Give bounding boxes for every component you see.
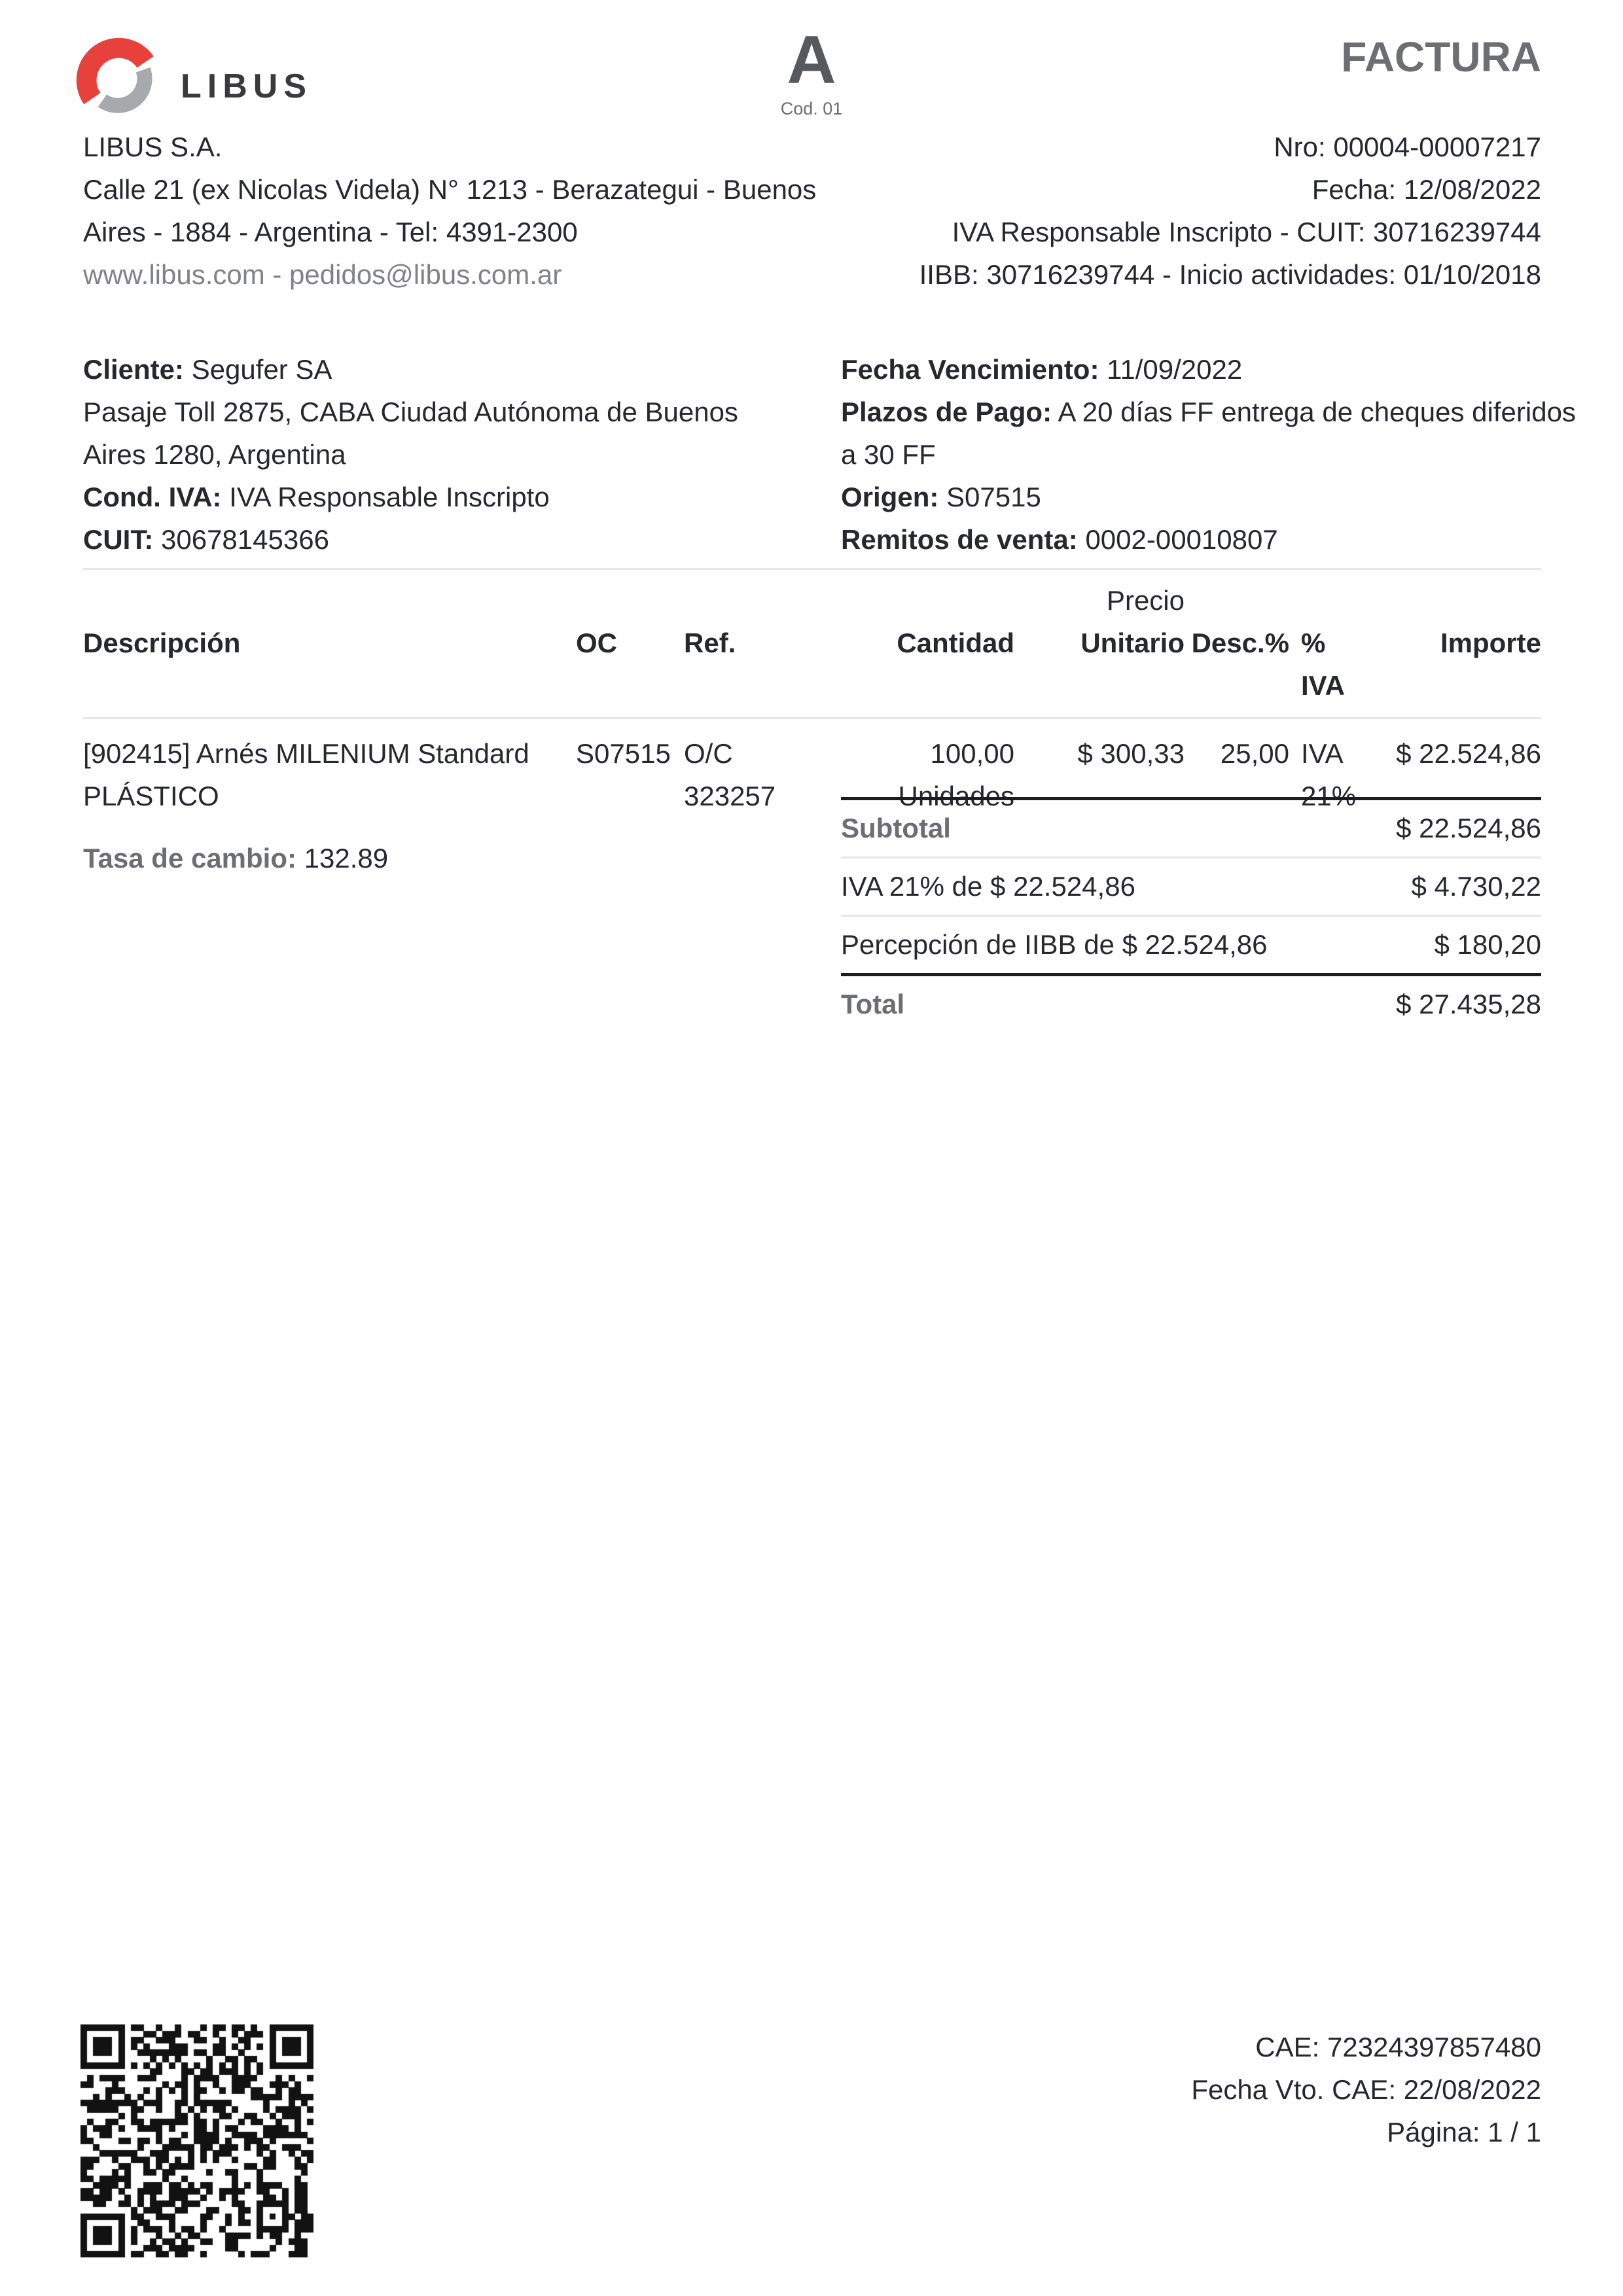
subtotal-row xyxy=(841,800,1541,857)
col-header-unitario: Unitario xyxy=(1080,627,1185,658)
iibb-amount: $ 180,20 xyxy=(1434,929,1541,960)
item-discount: 25,00 xyxy=(1220,738,1289,769)
item-row-line1 xyxy=(83,732,1541,775)
customer-block xyxy=(83,348,738,561)
terms-block xyxy=(841,348,1576,561)
company-address-line2: Aires - 1884 - Argentina - Tel: 4391-2300 xyxy=(83,217,578,247)
col-header-cantidad: Cantidad xyxy=(897,627,1014,658)
item-oc: S07515 xyxy=(576,738,671,769)
page-number: Página: 1 / 1 xyxy=(1387,2117,1541,2147)
customer-cuit-line xyxy=(83,518,738,561)
payment-terms-line1 xyxy=(841,391,1576,433)
libus-logo-icon xyxy=(76,33,160,123)
afip-qr-code xyxy=(80,2024,313,2257)
invoice-letter-code: Cod. 01 xyxy=(780,99,843,119)
customer-iva-value: IVA Responsable Inscripto xyxy=(229,482,550,512)
iva-row xyxy=(841,858,1541,915)
col-header-desc-pct: Desc.% xyxy=(1191,627,1289,658)
item-ref: O/C xyxy=(684,738,733,769)
exchange-rate-line xyxy=(83,843,388,874)
items-table xyxy=(83,568,1541,817)
subtotal-label: Subtotal xyxy=(841,813,951,843)
item-description-cont: PLÁSTICO xyxy=(83,781,219,811)
customer-cuit-value: 30678145366 xyxy=(161,524,329,555)
col-header-oc: OC xyxy=(576,627,617,658)
iva-amount: $ 4.730,22 xyxy=(1411,871,1541,902)
invoice-type-block xyxy=(713,22,910,119)
document-title: FACTURA xyxy=(1341,33,1541,80)
remitos-label: Remitos de venta: xyxy=(841,524,1078,555)
item-amount: $ 22.524,86 xyxy=(1396,738,1541,769)
company-iibb: IIBB: 30716239744 - Inicio actividades: 01/10/2018 xyxy=(919,259,1541,290)
iibb-label: Percepción de IIBB de $ 22.524,86 xyxy=(841,929,1268,960)
company-info xyxy=(83,126,816,296)
invoice-date: Fecha: 12/08/2022 xyxy=(1311,174,1541,205)
company-address-line1: Calle 21 (ex Nicolas Videla) N° 1213 - Berazategui - Buenos xyxy=(83,174,817,205)
company-website: www.libus.com - pedidos@libus.com.ar xyxy=(83,259,562,290)
item-iva-rate: 21% xyxy=(1301,781,1357,811)
item-quantity: 100,00 xyxy=(930,738,1014,769)
item-unit-price: $ 300,33 xyxy=(1077,738,1185,769)
customer-name: Segufer SA xyxy=(191,354,332,385)
company-name: LIBUS S.A. xyxy=(83,132,223,162)
subtotal-amount: $ 22.524,86 xyxy=(1396,813,1541,843)
iibb-row xyxy=(841,917,1541,973)
payment-terms-value1: A 20 días FF entrega de cheques diferidos xyxy=(1058,397,1576,427)
cae-number: CAE: 72324397857480 xyxy=(1255,2032,1541,2062)
remitos-line xyxy=(841,518,1576,561)
item-iva-word: IVA xyxy=(1301,738,1344,769)
item-description: [902415] Arnés MILENIUM Standard xyxy=(83,738,529,769)
due-date-value: 11/09/2022 xyxy=(1107,354,1243,385)
total-label: Total xyxy=(841,989,905,1019)
origin-label: Origen: xyxy=(841,482,939,512)
col-header-precio: Precio xyxy=(1106,585,1185,616)
item-ref-number: 323257 xyxy=(684,781,776,811)
libus-wordmark: LIBUS xyxy=(181,67,312,105)
cae-block xyxy=(1191,2026,1541,2153)
payment-terms-label: Plazos de Pago: xyxy=(841,397,1052,427)
total-row xyxy=(841,976,1541,1033)
origin-line xyxy=(841,476,1576,518)
company-iva-cuit: IVA Responsable Inscripto - CUIT: 30716239744 xyxy=(952,217,1541,247)
col-header-iva-pct: % IVA xyxy=(1301,627,1345,701)
exchange-rate-value: 132.89 xyxy=(304,843,389,874)
customer-address-line2: Aires 1280, Argentina xyxy=(83,439,346,470)
exchange-rate-label: Tasa de cambio: xyxy=(83,843,296,874)
origin-value: S07515 xyxy=(946,482,1041,512)
col-header-descripcion: Descripción xyxy=(83,627,241,658)
due-date-line xyxy=(841,348,1576,391)
items-header-row xyxy=(83,622,1541,717)
payment-terms-line2: a 30 FF xyxy=(841,439,936,470)
remitos-value: 0002-00010807 xyxy=(1085,524,1278,555)
invoice-letter: A xyxy=(787,22,836,98)
items-precio-row xyxy=(83,579,1541,622)
customer-iva-label: Cond. IVA: xyxy=(83,482,222,512)
customer-address-line1: Pasaje Toll 2875, CABA Ciudad Autónoma de Buenos xyxy=(83,397,738,427)
total-amount: $ 27.435,28 xyxy=(1396,989,1541,1019)
col-header-importe: Importe xyxy=(1440,627,1541,658)
customer-iva-line xyxy=(83,476,738,518)
customer-name-line xyxy=(83,348,738,391)
invoice-number: Nro: 00004-00007217 xyxy=(1274,132,1541,162)
totals-table xyxy=(841,797,1541,1033)
company-logo xyxy=(76,33,312,123)
col-header-ref: Ref. xyxy=(684,627,736,658)
iva-label: IVA 21% de $ 22.524,86 xyxy=(841,871,1135,902)
invoice-meta xyxy=(919,126,1541,296)
item-unit-label: Unidades xyxy=(898,781,1014,811)
cae-due-date: Fecha Vto. CAE: 22/08/2022 xyxy=(1191,2074,1541,2105)
customer-cuit-label: CUIT: xyxy=(83,524,154,555)
customer-label: Cliente: xyxy=(83,354,185,385)
due-date-label: Fecha Vencimiento: xyxy=(841,354,1099,385)
